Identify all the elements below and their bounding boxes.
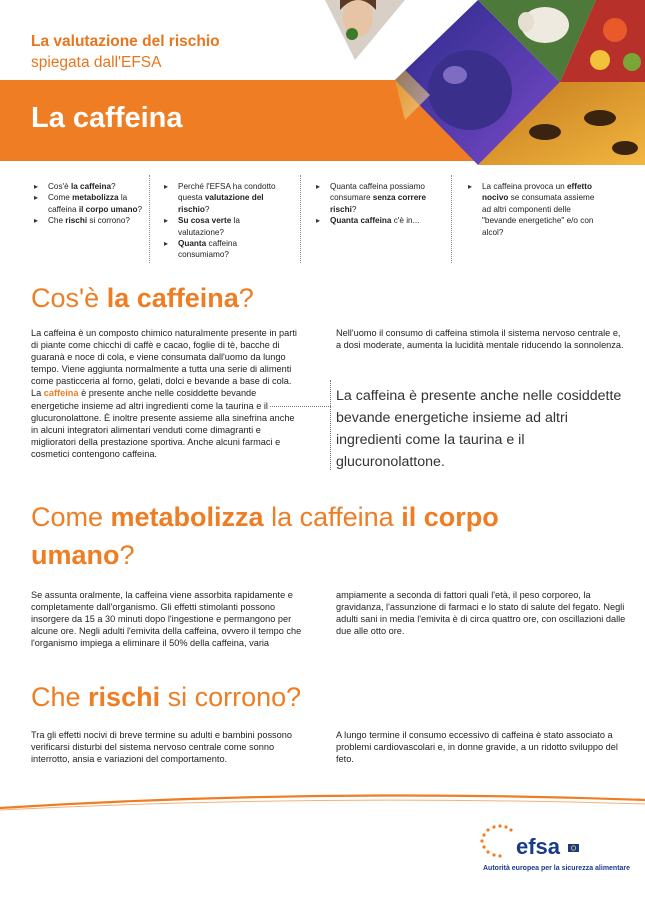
toc-column-4	[468, 181, 598, 238]
section2-left-text: Se assunta oralmente, la caffeina viene assorbita rapidamente e completamente dall'organismo. Gli effetti stimolanti possono insorgere da 15 a 30 minuti dopo l'ingestione e permangono per alcune ore. Negli adulti l'emivita della caffeina, ovvero il tempo che l'organismo impiega a eliminare il 50% della caffeina, varia	[31, 590, 302, 649]
header-subtitle: spiegata dall'EFSA	[31, 54, 162, 71]
section1-right-text: Nell'uomo il consumo di caffeina stimola il sistema nervoso centrale e, a dosi moderate, aumenta la lucidità mentale riducendo la sonnolenza.	[336, 328, 624, 351]
section2-right-text: ampiamente a seconda di fattori quali l'età, il peso corporeo, la gravidanza, l'assunzione di farmaci e lo stato di salute del fegato. Negli adulti sani in media l'emivita è di circa quattro ore, con oscillazioni dalle due alle otto ore.	[336, 590, 626, 637]
quote-connector	[270, 406, 331, 407]
toc-link[interactable]: ▸ Cos'è la caffeina?	[34, 181, 144, 192]
toc-link[interactable]: ▸ Come metabolizza la caffeina il corpo umano?	[34, 192, 144, 215]
section3-left-text: Tra gli effetti nocivi di breve termine su adulti e bambini possono verificarsi disturbi del sistema nervoso centrale come sonno interrotto, ansia e variazioni del comportamento.	[31, 730, 292, 765]
logo-tagline: Autorità europea per la sicurezza alimentare	[483, 865, 631, 872]
section-heading-metabolism: Come metabolizza la caffeina il corpo umano?	[31, 502, 499, 570]
section3-right-text: A lungo termine il consumo eccessivo di caffeina è stato associato a problemi cardiovascolari e, in donne gravide, a un ridotto sviluppo del feto.	[336, 730, 618, 765]
header-title: La valutazione del rischio	[31, 33, 220, 50]
toc-link[interactable]: ▸ La caffeina provoca un effetto nocivo se consumata assieme ad altri componenti delle "bevande energetiche" e/o con alcol?	[468, 181, 598, 238]
toc-link[interactable]: ▸ Su cosa verte la valutazione?	[164, 215, 284, 238]
toc-column-3	[316, 181, 436, 227]
section1-left-text: La caffeina è un composto chimico naturalmente presente in parti di piante come chicchi di caffè e cacao, foglie di tè, bacche di guaranà e noce di cola, e viene consumata dall'uomo da lungo tempo. Viene aggiunta normalmente a tutta una serie di alimenti come pasticceria al forno, gelati, dolci e bevande a base di cola. La caffeina è presente anche nelle cosiddette bevande energetiche insieme ad altri ingredienti come la taurina e il glucuronolattone. È inoltre presente assieme alla sinefrina anche in alcuni integratori alimentari venduti come dimagranti e miglioratori della prestazione sportiva. Anche alcuni farmaci e cosmetici contengono caffeina.	[31, 328, 297, 459]
toc-column-1	[34, 181, 144, 227]
quote-divider	[330, 380, 331, 470]
section-heading-what-is-caffeine: Cos'è la caffeina?	[31, 283, 254, 313]
toc-link[interactable]: ▸ Quanta caffeina consumiamo?	[164, 238, 284, 261]
footer-swoosh	[0, 780, 645, 820]
page-title: La caffeina	[31, 102, 183, 134]
toc-link[interactable]: ▸ Che rischi si corrono?	[34, 215, 144, 226]
pull-quote: La caffeina è presente anche nelle cosiddette bevande energetiche insieme ad altri ingredienti come la taurina e il glucuronolattone.	[336, 388, 622, 470]
toc-column-2	[164, 181, 284, 261]
logo-stars-icon	[480, 824, 512, 857]
toc-divider	[300, 175, 301, 263]
logo-wordmark: efsa	[516, 834, 561, 859]
efsa-logo	[476, 822, 626, 882]
toc-link[interactable]: ▸ Quanta caffeina c'è in...	[316, 215, 436, 226]
toc-divider	[451, 175, 452, 263]
section-heading-risks: Che rischi si corrono?	[31, 682, 302, 712]
header-photo-collage	[0, 0, 645, 165]
toc-divider	[149, 175, 150, 263]
toc-link[interactable]: ▸ Perché l'EFSA ha condotto questa valutazione del rischio?	[164, 181, 284, 215]
toc-link[interactable]: ▸ Quanta caffeina possiamo consumare senza correre rischi?	[316, 181, 436, 215]
